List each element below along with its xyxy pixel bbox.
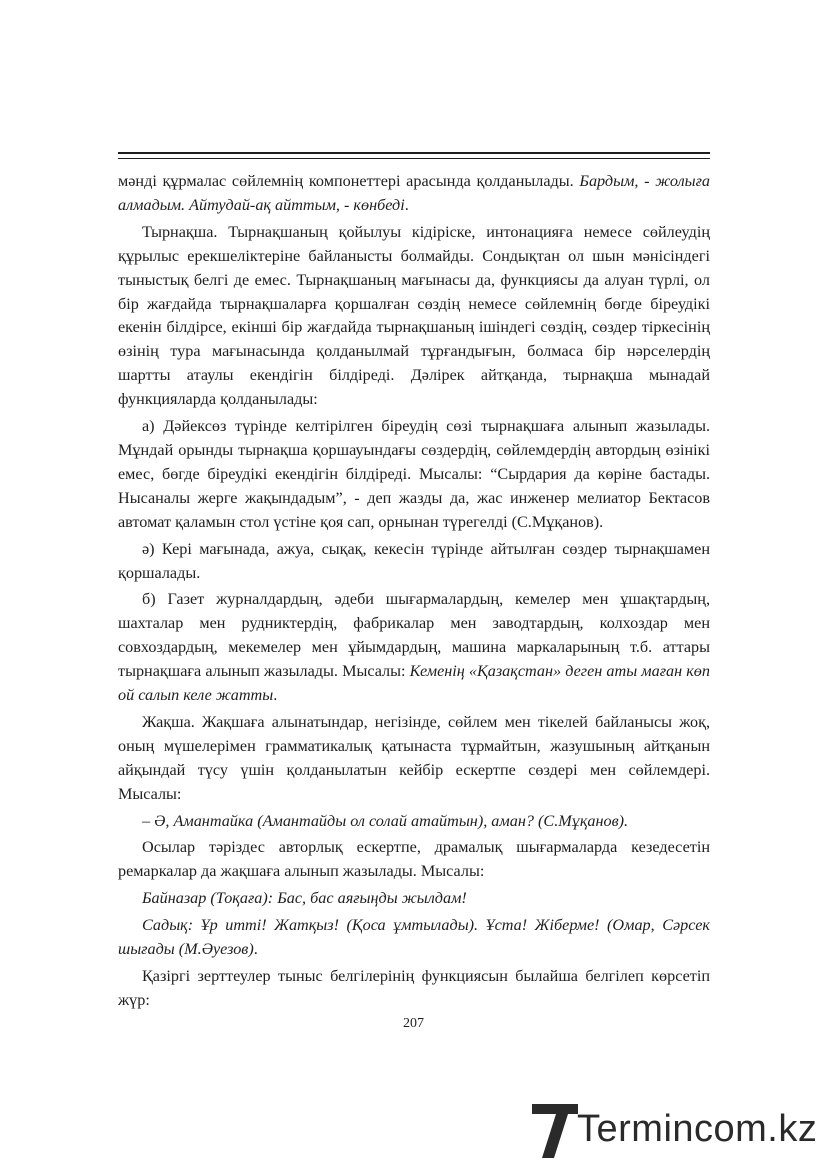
header-rule-thick — [118, 152, 710, 154]
paragraph — [118, 538, 710, 586]
text-segment: . — [273, 686, 278, 705]
italic-text-segment: Садық: Ұр итті! Жатқыз! (Қоса ұмтылады). Ұста! Жіберме! (Омар, Сәрсек шығады (М.Әуезов) — [118, 916, 710, 959]
paragraph — [118, 914, 710, 962]
italic-text-segment: – Ә, Амантайка (Амантайды ол солай атайтын), аман? (С.Мұқанов). — [142, 811, 629, 830]
text-segment: мәнді құрмалас сөйлемнің компонеттері арасында қолданылады. — [118, 172, 580, 190]
text-segment: Жақша. Жақшаға алынатындар, негізінде, сөйлем мен тікелей байланысы жоқ, оның мүшелерімен грамматикалық қатынаста тұрмайтын, жазушының айтқанын айқындай түсу үшін қолданылатын кейбір ескертпе сөздері мен сөйлемдері. Мысалы: — [118, 712, 710, 803]
logo-text: Termincom.kz — [577, 1108, 818, 1150]
paragraph — [118, 588, 710, 708]
text-segment: Осылар тәріздес авторлық ескертпе, драмалық шығармаларда кезедесетін ремаркалар да жақшаға алынып жазылады. Мысалы: — [118, 838, 710, 881]
text-segment: Тырнақша. Тырнақшаның қойылуы кідіріске, интонацияға немесе сөйлеудің құрылыс ерекшеліктеріне байланысты болмайды. Сондықтан ол шын мәнісіндегі тыныстық белгі де емес. Тырнақшаның мағынасы да, функциясы да алуан түрлі, ол бір жағдайда тырнақшаларға қоршалған сөздің немесе сөйлемнің бөгде біреудікі екенін білдірсе, екінші бір жағдайда тырнақшаның ішіндегі сөздің, сөздер тіркесінің өзінің тура мағынасында қолданылмай тұрғандығын, болмаса бір нәрселердің шартты атаулы екендігін білдіреді. Дәлірек айтқанда, тырнақша мынадай функцияларда қолданылады: — [118, 222, 710, 409]
italic-text-segment: Кеменің «Қазақстан» деген аты маған көп ой салып келе жатты — [118, 662, 710, 705]
paragraph — [118, 965, 710, 1013]
header-rule-thin — [118, 158, 710, 159]
page-number: 207 — [403, 1016, 424, 1031]
text-segment: . — [404, 195, 409, 214]
page-body — [118, 170, 710, 1016]
paragraph — [118, 711, 710, 807]
text-segment: б) Газет журналдардың, әдеби шығармалардың, кемелер мен ұшақтардың, шахталар мен рудниктердің, фабрикалар мен заводтардың, колхоздар мен совхоздардың, мекемелер мен ұйымдардың, машина маркаларының т.б. аттары тырнақшаға алынып жазылады. Мысалы: — [118, 590, 710, 681]
paragraph — [118, 221, 710, 412]
text-segment: а) Дәйексөз түрінде келтірілген біреудің сөзі тырнақшаға алынып жазылады. Мұндай орынды тырнақша қоршауындағы сөздердің, сөйлемдердің автордың өзінікі емес, бөгде біреудікі екендігін білдіреді. Мысалы: “Сырдария да көріне бастады. Нысаналы жерге жақындадым”, - деп жазды да, жас инженер мелиатор Бектасов автомат қаламын стол үстіне қоя сап, орнынан түрегелді (С.Мұқанов). — [118, 417, 710, 531]
text-segment: Қазіргі зерттеулер тыныс белгілерінің функциясын былайша белгілеп көрсетіп жүр: — [118, 967, 710, 1009]
text-segment: ә) Кері мағынада, ажуа, сықақ, кекесін түрінде айтылған сөздер тырнақшамен қоршалады. — [118, 539, 710, 582]
paragraph — [118, 887, 710, 911]
termincom-logo — [530, 1098, 820, 1162]
italic-text-segment: Бардым, - жолыға алмадым. Айтудай-ақ айттым, - көнбеді — [118, 172, 710, 214]
paragraph — [118, 415, 710, 535]
italic-text-segment: Байназар (Тоқаға): Бас, бас аяғыңды жылдам! — [142, 889, 467, 908]
paragraph — [118, 836, 710, 884]
paragraph — [118, 170, 710, 218]
paragraph — [118, 810, 710, 834]
text-segment: . — [253, 940, 258, 959]
